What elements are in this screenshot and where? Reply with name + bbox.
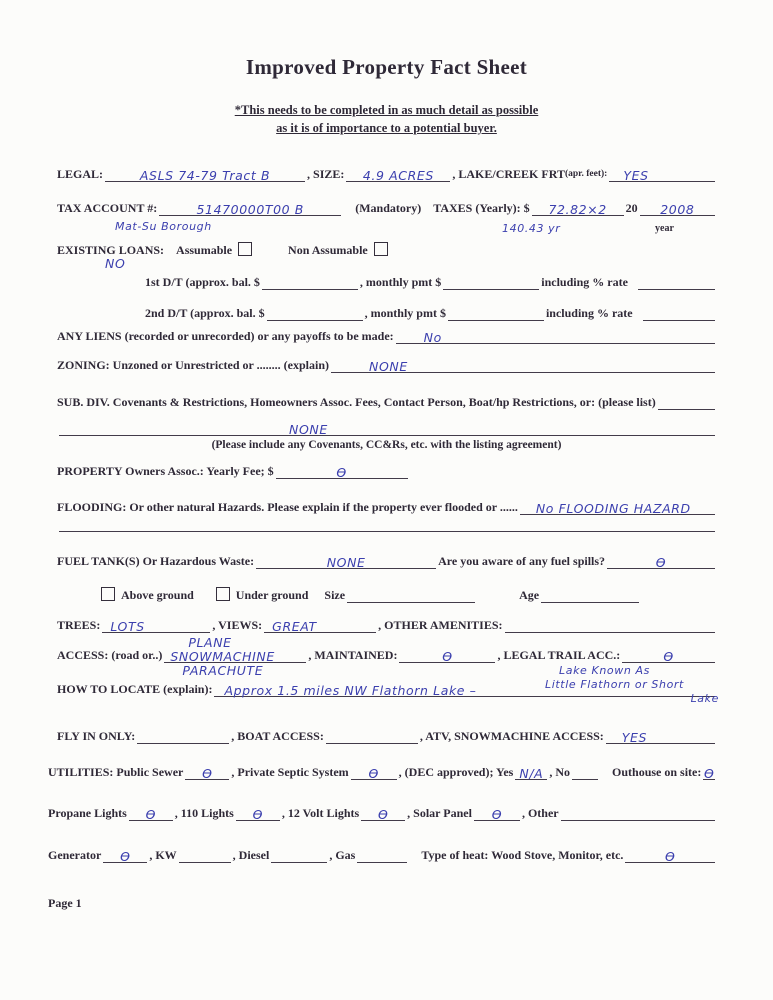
lake-creek-frt-label: , LAKE/CREEK FRT — [452, 167, 565, 181]
existing-loans-answer: NO — [105, 256, 126, 271]
trees-label: TREES: — [57, 618, 101, 632]
legal-row — [57, 164, 717, 182]
liens-label: ANY LIENS (recorded or unrecorded) or any payoffs to be made: — [57, 329, 394, 343]
lights-110-value: Ө — [252, 807, 264, 822]
utilities-label: UTILITIES: Public Sewer — [48, 765, 184, 779]
fuel-row — [57, 551, 717, 569]
propane-lights-blank — [129, 804, 173, 821]
dec-approved-label: , (DEC approved); Yes — [398, 765, 514, 779]
tank-size-label: Size — [324, 588, 346, 602]
poa-row — [57, 461, 717, 479]
legal-trail-label: , LEGAL TRAIL ACC.: — [497, 648, 621, 662]
second-dt-rate-blank — [643, 304, 715, 321]
first-dt-label: 1st D/T (approx. bal. $ — [145, 275, 260, 289]
fly-in-blank — [137, 727, 229, 744]
fuel-spills-label: Are you aware of any fuel spills? — [438, 554, 606, 568]
private-septic-value: Ө — [368, 766, 379, 781]
legal-blank — [105, 165, 305, 182]
tax-account-value: 51470000T00 B — [196, 202, 304, 217]
fuel-spills-value: Ө — [655, 555, 667, 570]
size-label: , SIZE: — [307, 167, 345, 181]
second-dt-monthly-blank — [448, 304, 544, 321]
under-ground-checkbox — [216, 587, 230, 601]
subdiv-label: SUB. DIV. Covenants & Restrictions, Homeowners Assoc. Fees, Contact Person, Boat/hp Restrictions, or: (please list) — [57, 395, 656, 409]
utilities-row — [48, 762, 717, 780]
lake-note-line2: Little Flathorn or Short — [545, 678, 684, 691]
lake-creek-frt-value: YES — [623, 168, 649, 183]
public-sewer-value: Ө — [202, 766, 213, 781]
views-label: , VIEWS: — [212, 618, 263, 632]
flooding-value: No FLOODING HAZARD — [535, 501, 691, 516]
maintained-label: , MAINTAINED: — [308, 648, 398, 662]
first-dt-balance-blank — [262, 273, 358, 290]
gas-label: , Gas — [329, 848, 356, 862]
subdiv-caption: (Please include any Covenants, CC&Rs, etc. with the listing agreement) — [211, 439, 562, 451]
above-ground-label: Above ground — [121, 588, 194, 602]
tank-age-label: Age — [519, 588, 540, 602]
second-dt-monthly-label: , monthly pmt $ — [364, 306, 446, 320]
access-value-plane: PLANE — [188, 635, 232, 650]
solar-panel-label: , Solar Panel — [407, 806, 472, 820]
other-lights-blank — [561, 804, 715, 821]
mandatory-label: (Mandatory) — [355, 201, 422, 215]
first-dt-monthly-label: , monthly pmt $ — [359, 275, 442, 289]
taxes-amount-value: 72.82×2 — [548, 202, 607, 217]
existing-loans-label: EXISTING LOANS: — [57, 243, 165, 257]
tax-account-blank — [159, 199, 341, 216]
poa-fee-blank — [276, 462, 408, 479]
solar-panel-blank — [474, 804, 520, 821]
access-value-snowmachine: SNOWMACHINE — [170, 649, 275, 664]
lake-creek-frt-sublabel: (apr. feet): — [564, 169, 608, 179]
diesel-label: , Diesel — [232, 848, 270, 862]
lake-creek-frt-blank — [609, 165, 715, 182]
trees-row — [57, 615, 717, 633]
zoning-blank — [331, 356, 715, 373]
existing-loans-row — [57, 240, 717, 258]
page-number: Page 1 — [48, 896, 82, 910]
solar-panel-value: Ө — [491, 807, 503, 822]
legal-label: LEGAL: — [57, 167, 104, 181]
fly-in-row — [57, 726, 717, 744]
tax-borough-note: Mat-Su Borough — [115, 220, 212, 233]
generator-label: Generator — [48, 848, 102, 862]
public-sewer-blank — [185, 763, 229, 780]
zoning-row — [57, 355, 717, 373]
dec-no-blank — [572, 763, 598, 780]
under-ground-label: Under ground — [235, 588, 309, 602]
atv-access-value: YES — [621, 730, 648, 745]
gas-blank — [357, 846, 407, 863]
page-title: Improved Property Fact Sheet — [245, 55, 528, 79]
trees-value: LOTS — [110, 619, 145, 634]
lights-12v-value: Ө — [377, 807, 389, 822]
lights-12v-label: , 12 Volt Lights — [281, 806, 360, 820]
generator-row — [48, 845, 717, 863]
private-septic-blank — [351, 763, 397, 780]
flooding-row — [57, 497, 717, 515]
propane-lights-value: Ө — [145, 807, 157, 822]
fuel-tank-type-row — [57, 585, 717, 603]
legal-value: ASLS 74-79 Tract B — [139, 168, 271, 183]
lights-110-label: , 110 Lights — [174, 806, 234, 820]
liens-row — [57, 326, 717, 344]
other-lights-label: , Other — [521, 806, 559, 820]
diesel-blank — [271, 846, 327, 863]
poa-label: PROPERTY Owners Assoc.: Yearly Fee; $ — [57, 464, 274, 478]
boat-access-blank — [326, 727, 418, 744]
amenities-blank — [505, 616, 715, 633]
heat-type-value: Ө — [664, 849, 676, 864]
taxes-amount-blank — [532, 199, 624, 216]
maintained-value: Ө — [442, 649, 453, 664]
kw-label: , KW — [149, 848, 177, 862]
liens-blank — [396, 327, 715, 344]
subdiv-answer-blank — [59, 419, 715, 436]
tank-size-blank — [347, 586, 475, 603]
flooding-extra-blank — [59, 515, 715, 532]
atv-access-label: , ATV, SNOWMACHINE ACCESS: — [419, 729, 604, 743]
generator-blank — [103, 846, 147, 863]
access-value-parachute: PARACHUTE — [182, 663, 264, 678]
views-value: GREAT — [272, 619, 317, 634]
propane-lights-label: Propane Lights — [48, 806, 127, 820]
poa-fee-value: Ө — [336, 465, 347, 480]
assumable-checkbox — [238, 242, 252, 256]
first-dt-row — [57, 272, 717, 290]
lights-row — [48, 803, 717, 821]
tank-age-blank — [541, 586, 639, 603]
second-dt-row — [57, 303, 717, 321]
how-to-locate-label: HOW TO LOCATE (explain): — [57, 682, 213, 696]
lights-110-blank — [236, 804, 280, 821]
lake-name-annotation — [545, 663, 725, 705]
boat-access-label: , BOAT ACCESS: — [231, 729, 324, 743]
amenities-label: , OTHER AMENITIES: — [378, 618, 503, 632]
heat-type-blank — [625, 846, 715, 863]
taxes-yearly-label: TAXES (Yearly): $ — [433, 201, 530, 215]
non-assumable-checkbox — [374, 242, 388, 256]
lake-note-line1: Lake Known As — [559, 664, 650, 677]
header-note-line1: *This needs to be completed in as much detail as possible — [234, 103, 539, 117]
subdiv-answer-value: NONE — [289, 422, 328, 437]
year-value: 2008 — [660, 202, 695, 217]
fuel-label: FUEL TANK(S) Or Hazardous Waste: — [57, 554, 255, 568]
flooding-extra-row — [57, 514, 717, 532]
subdiv-blank-short — [658, 393, 715, 410]
taxes-per-year-note: 140.43 yr — [502, 222, 561, 235]
maintained-blank — [399, 646, 495, 663]
subdiv-row — [57, 392, 717, 410]
trees-blank — [102, 616, 210, 633]
tax-account-label: TAX ACCOUNT #: — [57, 201, 158, 215]
year-century-prefix: 20 — [625, 201, 638, 215]
second-dt-rate-label: including % rate — [545, 306, 633, 320]
views-blank — [264, 616, 376, 633]
outhouse-value: Ө — [703, 766, 715, 781]
above-ground-checkbox — [101, 587, 115, 601]
non-assumable-label: Non Assumable — [288, 243, 368, 257]
second-dt-balance-blank — [267, 304, 363, 321]
dec-yes-blank — [515, 763, 547, 780]
year-blank — [640, 199, 715, 216]
zoning-label: ZONING: Unzoned or Unrestricted or ........ (explain) — [57, 358, 329, 372]
legal-trail-value: Ө — [663, 649, 674, 664]
access-blank — [164, 635, 306, 678]
how-to-locate-value: Approx 1.5 miles NW Flathorn Lake – — [224, 683, 477, 698]
private-septic-label: , Private Septic System — [231, 765, 349, 779]
zoning-value: NONE — [369, 359, 408, 374]
liens-value: No — [423, 330, 442, 345]
dec-no-label: , No — [549, 765, 571, 779]
legal-trail-blank — [622, 646, 715, 663]
generator-value: Ө — [120, 849, 131, 864]
size-blank — [346, 165, 450, 182]
second-dt-label: 2nd D/T (approx. bal. $ — [145, 306, 265, 320]
fly-in-label: FLY IN ONLY: — [57, 729, 136, 743]
header-note-line2: as it is of importance to a potential buyer. — [276, 121, 497, 135]
assumable-label: Assumable — [176, 243, 233, 257]
heat-type-label: Type of heat: Wood Stove, Monitor, etc. — [421, 848, 624, 862]
year-caption: year — [655, 223, 674, 234]
outhouse-label: Outhouse on site: — [612, 765, 702, 779]
size-value: 4.9 ACRES — [362, 168, 434, 183]
tax-row — [57, 198, 717, 216]
first-dt-rate-label: including % rate — [541, 275, 628, 289]
flooding-label: FLOODING: Or other natural Hazards. Please explain if the property ever flooded or ...... — [57, 500, 518, 514]
lights-12v-blank — [361, 804, 405, 821]
flooding-blank — [520, 498, 715, 515]
kw-blank — [179, 846, 231, 863]
fuel-value: NONE — [326, 555, 366, 570]
outhouse-blank — [703, 763, 715, 780]
subdiv-answer-row — [57, 418, 717, 436]
fuel-blank — [256, 552, 436, 569]
dec-yes-value: N/A — [519, 766, 544, 781]
first-dt-monthly-blank — [443, 273, 539, 290]
fuel-spills-blank — [607, 552, 715, 569]
atv-access-blank — [606, 727, 715, 744]
first-dt-rate-blank — [638, 273, 715, 290]
lake-note-line3: Lake — [690, 692, 719, 705]
access-label: ACCESS: (road or..) — [57, 648, 163, 662]
